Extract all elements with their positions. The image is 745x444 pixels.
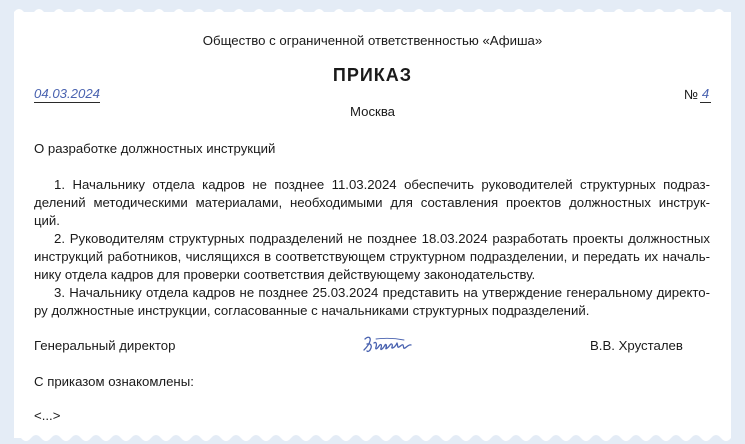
organization-name: Общество с ограниченной ответственностью «Афиша» <box>202 33 543 48</box>
paragraph-1-line-2: делений методическими материалами, необходимыми для составления проектов должностных инструк- <box>34 195 710 210</box>
city: Москва <box>349 104 396 119</box>
paragraph-3-line-2: ру должностные инструкции, согласованные с начальниками структурных подразделений. <box>34 303 590 318</box>
order-number: 4 <box>701 86 710 101</box>
document-title: ПРИКАЗ <box>332 65 413 85</box>
order-subject: О разработке должностных инструкций <box>34 141 276 156</box>
paragraph-2-line-1: 2. Руководителям структурных подразделений не позднее 18.03.2024 разработать проекты должностных <box>54 231 710 246</box>
handwritten-signature <box>362 333 414 355</box>
paragraph-1-line-3: ций. <box>34 213 60 228</box>
paragraph-1-line-1: 1. Начальнику отдела кадров не позднее 11.03.2024 обеспечить руководителей структурных подраз- <box>54 177 710 192</box>
signer-role: Генеральный директор <box>34 338 176 353</box>
paper-bottom-edge <box>14 434 731 444</box>
order-number-label: № <box>684 87 699 102</box>
paragraph-2-line-3: нику отдела кадров для проверки соответствия действующему законодательству. <box>34 267 536 282</box>
acquaintance-note: С приказом ознакомлены: <box>34 374 194 389</box>
paragraph-3-line-1: 3. Начальнику отдела кадров не позднее 25.03.2024 представить на утверждение генеральному директо- <box>54 285 710 300</box>
order-date: 04.03.2024 <box>34 86 101 101</box>
paragraph-2-line-2: инструкций работников, числящихся в соответствующем структурном подразделении, и передать их началь- <box>34 249 710 264</box>
signer-name: В.В. Хрусталев <box>590 338 683 353</box>
omission-mark: <...> <box>34 408 61 423</box>
